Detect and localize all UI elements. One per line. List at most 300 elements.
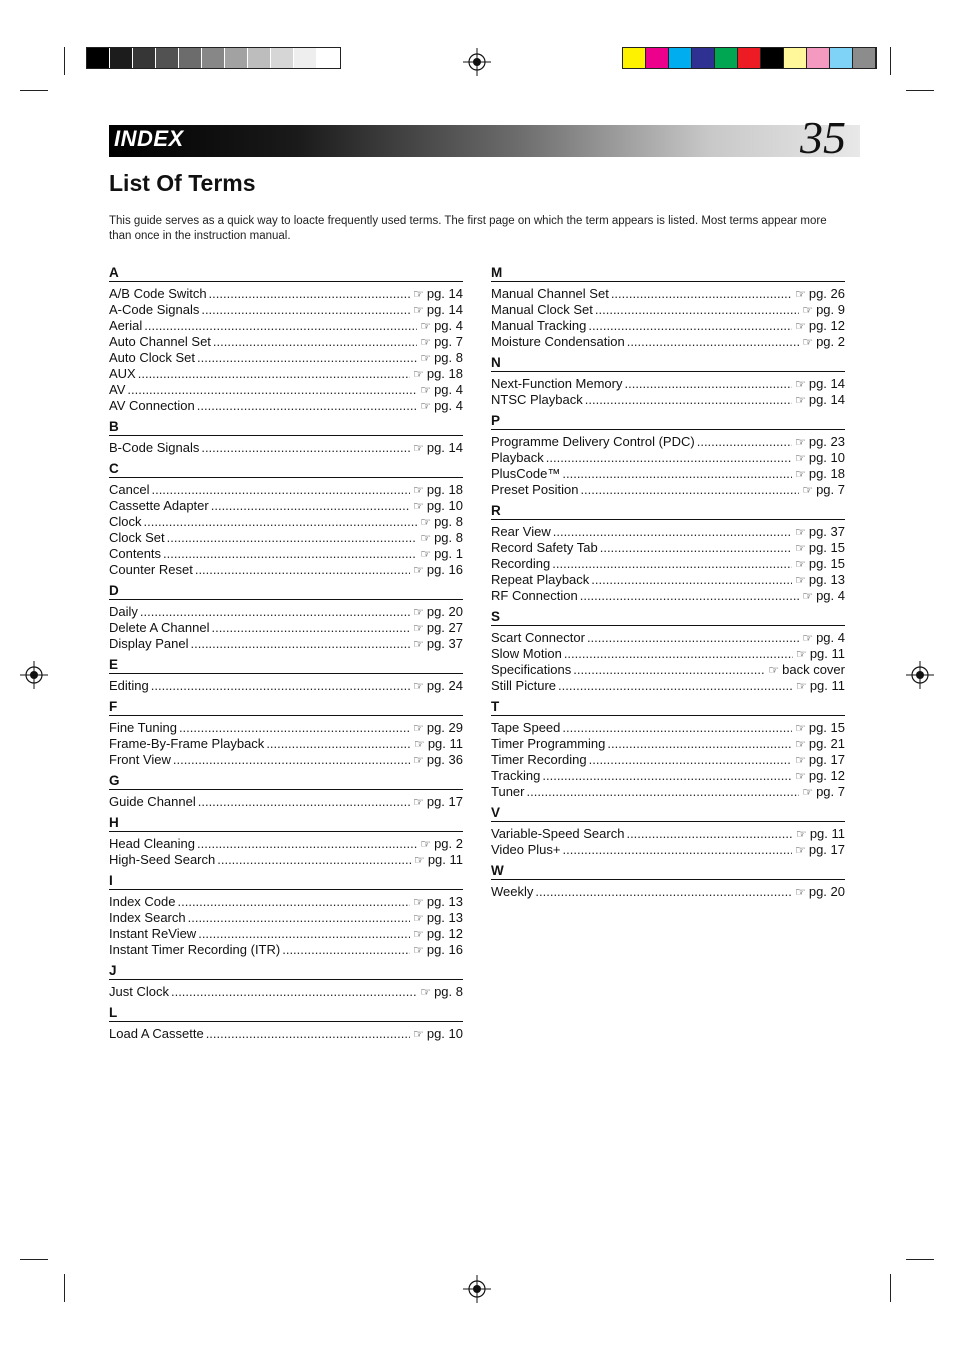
dot-leader — [127, 382, 417, 398]
section-letter: M — [491, 264, 845, 282]
index-term: Moisture Condensation — [491, 334, 625, 349]
pointing-hand-icon: ☞ — [795, 737, 806, 751]
dot-leader — [197, 350, 417, 366]
page-reference: pg. 4 — [434, 382, 463, 397]
page-reference: pg. 11 — [427, 852, 463, 867]
dot-leader — [191, 636, 411, 652]
pointing-hand-icon: ☞ — [420, 351, 432, 365]
color-swatch — [715, 48, 738, 68]
dot-leader — [144, 318, 417, 334]
index-entry — [109, 398, 463, 414]
section-letter: E — [109, 656, 463, 674]
dot-leader — [209, 286, 411, 302]
index-term: Timer Programming — [491, 736, 606, 751]
pointing-hand-icon: ☞ — [795, 451, 806, 465]
color-swatch — [784, 48, 807, 68]
index-term: Fine Tuning — [109, 720, 177, 735]
index-section-i — [109, 872, 463, 962]
page-heading: List Of Terms — [109, 170, 256, 196]
index-entry — [109, 942, 463, 958]
crop-mark — [20, 1259, 48, 1260]
gray-swatch — [133, 48, 156, 68]
index-entry — [491, 588, 845, 604]
index-section-t — [491, 698, 845, 804]
page-reference: pg. 8 — [434, 530, 463, 545]
index-entry — [109, 302, 463, 318]
dot-leader — [201, 302, 410, 318]
section-letter: F — [109, 698, 463, 716]
page-reference: pg. 13 — [808, 572, 845, 587]
pointing-hand-icon: ☞ — [795, 721, 806, 735]
dot-leader — [195, 562, 410, 578]
index-section-c — [109, 460, 463, 582]
dot-leader — [553, 524, 792, 540]
crop-mark — [64, 47, 65, 75]
dot-leader — [587, 630, 799, 646]
dot-leader — [562, 720, 792, 736]
index-term: Load A Cassette — [109, 1026, 204, 1041]
index-entry — [109, 366, 463, 382]
pointing-hand-icon: ☞ — [413, 1027, 424, 1041]
pointing-hand-icon: ☞ — [414, 737, 425, 751]
index-entry — [109, 910, 463, 926]
section-letter: A — [109, 264, 463, 282]
page-reference: pg. 20 — [426, 604, 463, 619]
dot-leader — [627, 334, 800, 350]
index-term: Manual Clock Set — [491, 302, 593, 317]
pointing-hand-icon: ☞ — [802, 303, 814, 317]
index-entry — [109, 720, 463, 736]
index-term: A-Code Signals — [109, 302, 200, 317]
pointing-hand-icon: ☞ — [802, 483, 814, 497]
dot-leader — [198, 794, 410, 810]
pointing-hand-icon: ☞ — [802, 785, 814, 799]
color-swatch — [761, 48, 784, 68]
index-entry — [491, 646, 845, 662]
crop-mark — [64, 1274, 65, 1302]
page-reference: pg. 8 — [434, 984, 463, 999]
index-entry — [109, 852, 463, 868]
gray-swatch — [271, 48, 294, 68]
dot-leader — [585, 392, 792, 408]
dot-leader — [197, 398, 418, 414]
index-term: Instant Timer Recording (ITR) — [109, 942, 281, 957]
section-letter: D — [109, 582, 463, 600]
pointing-hand-icon: ☞ — [413, 721, 424, 735]
page-reference: pg. 7 — [816, 784, 845, 799]
dot-leader — [217, 852, 411, 868]
index-entry — [109, 286, 463, 302]
index-term: AV — [109, 382, 126, 397]
pointing-hand-icon: ☞ — [795, 377, 806, 391]
index-term: Preset Position — [491, 482, 579, 497]
index-term: AV Connection — [109, 398, 195, 413]
index-section-w — [491, 862, 845, 904]
gray-swatch — [179, 48, 202, 68]
index-term: Playback — [491, 450, 544, 465]
dot-leader — [558, 678, 793, 694]
pointing-hand-icon: ☞ — [420, 837, 432, 851]
pointing-hand-icon: ☞ — [413, 287, 424, 301]
index-term: B-Code Signals — [109, 440, 200, 455]
page-reference: pg. 16 — [426, 942, 463, 957]
registration-target-icon — [463, 1275, 491, 1303]
dot-leader — [201, 440, 410, 456]
dot-leader — [178, 894, 411, 910]
index-entry — [491, 678, 845, 694]
pointing-hand-icon: ☞ — [413, 563, 424, 577]
intro-paragraph: This guide serves as a quick way to loacte frequently used terms. The first page on which the term appears is listed. Most terms appear more than once in the instruction manual. — [109, 215, 827, 242]
index-entry — [109, 636, 463, 652]
page-reference: pg. 11 — [809, 826, 845, 841]
dot-leader — [588, 318, 792, 334]
index-section-e — [109, 656, 463, 698]
pointing-hand-icon: ☞ — [413, 499, 424, 513]
index-entry — [491, 784, 845, 800]
index-entry — [109, 794, 463, 810]
index-section-r — [491, 502, 845, 608]
index-section-m — [491, 264, 845, 354]
page-reference: pg. 11 — [809, 646, 845, 661]
page-reference: pg. 9 — [816, 302, 845, 317]
page-reference: pg. 29 — [426, 720, 463, 735]
index-term: Tuner — [491, 784, 525, 799]
index-term: Video Plus+ — [491, 842, 561, 857]
index-term: Tracking — [491, 768, 541, 783]
pointing-hand-icon: ☞ — [795, 525, 806, 539]
pointing-hand-icon: ☞ — [420, 319, 432, 333]
index-entry — [491, 752, 845, 768]
index-term: Still Picture — [491, 678, 557, 693]
index-section-d — [109, 582, 463, 656]
index-entry — [491, 434, 845, 450]
dot-leader — [173, 752, 410, 768]
index-term: Clock — [109, 514, 142, 529]
page-reference: pg. 16 — [426, 562, 463, 577]
page-reference: pg. 10 — [808, 450, 845, 465]
gray-swatch — [317, 48, 340, 68]
page-reference: pg. 15 — [808, 540, 845, 555]
dot-leader — [697, 434, 792, 450]
index-section-l — [109, 1004, 463, 1046]
page-reference: pg. 17 — [808, 752, 845, 767]
pointing-hand-icon: ☞ — [413, 483, 424, 497]
index-term: RF Connection — [491, 588, 578, 603]
color-swatch — [623, 48, 646, 68]
index-entry — [109, 836, 463, 852]
page-reference: pg. 11 — [809, 678, 845, 693]
dot-leader — [624, 376, 792, 392]
page-reference: pg. 14 — [426, 302, 463, 317]
index-section-s — [491, 608, 845, 698]
page-reference: pg. 4 — [816, 588, 845, 603]
dot-leader — [600, 540, 792, 556]
pointing-hand-icon: ☞ — [795, 573, 806, 587]
dot-leader — [266, 736, 411, 752]
index-entry — [109, 440, 463, 456]
index-term: Auto Clock Set — [109, 350, 195, 365]
section-letter: B — [109, 418, 463, 436]
page-reference: pg. 36 — [426, 752, 463, 767]
section-title: INDEX — [114, 126, 184, 151]
index-term: High-Seed Search — [109, 852, 216, 867]
dot-leader — [591, 572, 792, 588]
color-swatch — [646, 48, 669, 68]
index-column-left — [109, 264, 463, 1046]
section-letter: W — [491, 862, 845, 880]
index-entry — [491, 736, 845, 752]
section-letter: H — [109, 814, 463, 832]
index-entry — [109, 546, 463, 562]
color-calibration-bar — [622, 47, 877, 69]
section-letter: J — [109, 962, 463, 980]
dot-leader — [607, 736, 792, 752]
page-reference: pg. 12 — [808, 768, 845, 783]
index-column-right — [491, 264, 845, 904]
index-term: Contents — [109, 546, 162, 561]
page-reference: pg. 15 — [808, 720, 845, 735]
index-entry — [109, 530, 463, 546]
pointing-hand-icon: ☞ — [796, 647, 807, 661]
pointing-hand-icon: ☞ — [795, 541, 806, 555]
index-term: Guide Channel — [109, 794, 196, 809]
dot-leader — [546, 450, 792, 466]
dot-leader — [151, 482, 410, 498]
page-reference: pg. 2 — [816, 334, 845, 349]
page-reference: pg. 17 — [426, 794, 463, 809]
page-reference: pg. 12 — [426, 926, 463, 941]
index-entry — [109, 620, 463, 636]
index-section-j — [109, 962, 463, 1004]
section-letter: R — [491, 502, 845, 520]
index-section-f — [109, 698, 463, 772]
index-term: Auto Channel Set — [109, 334, 211, 349]
index-entry — [491, 524, 845, 540]
index-term: Manual Channel Set — [491, 286, 609, 301]
page-reference: pg. 2 — [434, 836, 463, 851]
pointing-hand-icon: ☞ — [413, 943, 424, 957]
page-reference: pg. 18 — [426, 482, 463, 497]
dot-leader — [151, 678, 410, 694]
index-term: Index Code — [109, 894, 176, 909]
index-term: A/B Code Switch — [109, 286, 207, 301]
dot-leader — [589, 752, 792, 768]
section-letter: T — [491, 698, 845, 716]
section-letter: G — [109, 772, 463, 790]
dot-leader — [138, 366, 410, 382]
dot-leader — [552, 556, 792, 572]
index-term: Recording — [491, 556, 551, 571]
dot-leader — [573, 662, 765, 678]
pointing-hand-icon: ☞ — [795, 393, 806, 407]
page-reference: pg. 13 — [426, 894, 463, 909]
index-term: Front View — [109, 752, 171, 767]
index-term: Slow Motion — [491, 646, 562, 661]
index-term: Frame-By-Frame Playback — [109, 736, 265, 751]
pointing-hand-icon: ☞ — [413, 367, 424, 381]
index-entry — [491, 376, 845, 392]
pointing-hand-icon: ☞ — [795, 843, 806, 857]
index-entry — [109, 382, 463, 398]
crop-mark — [890, 1274, 891, 1302]
page-reference: pg. 14 — [808, 392, 845, 407]
page-reference: pg. 14 — [808, 376, 845, 391]
index-entry — [491, 884, 845, 900]
index-entry — [491, 286, 845, 302]
index-entry — [491, 572, 845, 588]
page-reference: pg. 13 — [426, 910, 463, 925]
index-term: Cancel — [109, 482, 150, 497]
dot-leader — [179, 720, 410, 736]
dot-leader — [140, 604, 410, 620]
color-swatch — [692, 48, 715, 68]
page-reference: pg. 18 — [808, 466, 845, 481]
dot-leader — [282, 942, 410, 958]
index-term: Cassette Adapter — [109, 498, 209, 513]
dot-leader — [197, 836, 417, 852]
dot-leader — [188, 910, 410, 926]
index-term: Tape Speed — [491, 720, 561, 735]
index-section-v — [491, 804, 845, 862]
pointing-hand-icon: ☞ — [795, 769, 806, 783]
dot-leader — [626, 826, 793, 842]
index-term: Editing — [109, 678, 149, 693]
pointing-hand-icon: ☞ — [413, 605, 424, 619]
crop-mark — [906, 1259, 934, 1260]
pointing-hand-icon: ☞ — [413, 911, 424, 925]
index-term: PlusCode™ — [491, 466, 561, 481]
pointing-hand-icon: ☞ — [413, 679, 424, 693]
pointing-hand-icon: ☞ — [420, 531, 432, 545]
page-reference: pg. 10 — [426, 498, 463, 513]
index-entry — [491, 466, 845, 482]
color-swatch — [830, 48, 853, 68]
index-entry — [109, 350, 463, 366]
header-band — [109, 125, 860, 157]
section-letter: L — [109, 1004, 463, 1022]
index-term: Variable-Speed Search — [491, 826, 625, 841]
dot-leader — [580, 588, 800, 604]
gray-swatch — [110, 48, 133, 68]
page-reference: pg. 14 — [426, 440, 463, 455]
dot-leader — [535, 884, 792, 900]
gray-swatch — [87, 48, 110, 68]
page-reference: pg. 10 — [426, 1026, 463, 1041]
page-reference: pg. 8 — [434, 350, 463, 365]
pointing-hand-icon: ☞ — [413, 795, 424, 809]
dot-leader — [563, 842, 793, 858]
index-term: Instant ReView — [109, 926, 197, 941]
page-reference: pg. 23 — [808, 434, 845, 449]
index-entry — [109, 752, 463, 768]
pointing-hand-icon: ☞ — [413, 753, 424, 767]
page-reference: pg. 1 — [434, 546, 463, 561]
dot-leader — [206, 1026, 410, 1042]
pointing-hand-icon: ☞ — [768, 663, 780, 677]
pointing-hand-icon: ☞ — [795, 557, 806, 571]
dot-leader — [198, 926, 410, 942]
pointing-hand-icon: ☞ — [420, 515, 432, 529]
index-entry — [491, 482, 845, 498]
index-term: Clock Set — [109, 530, 165, 545]
index-entry — [491, 768, 845, 784]
index-entry — [491, 662, 845, 678]
index-term: Display Panel — [109, 636, 189, 651]
color-swatch — [738, 48, 761, 68]
dot-leader — [163, 546, 417, 562]
dot-leader — [542, 768, 792, 784]
index-term: Counter Reset — [109, 562, 193, 577]
index-entry — [109, 604, 463, 620]
dot-leader — [211, 620, 410, 636]
index-entry — [491, 540, 845, 556]
index-entry — [109, 1026, 463, 1042]
index-term: NTSC Playback — [491, 392, 583, 407]
index-term: Daily — [109, 604, 138, 619]
page-reference: pg. 7 — [434, 334, 463, 349]
index-term: Specifications — [491, 662, 572, 677]
dot-leader — [211, 498, 410, 514]
crop-mark — [906, 90, 934, 91]
index-term: Delete A Channel — [109, 620, 210, 635]
index-section-a — [109, 264, 463, 418]
index-term: AUX — [109, 366, 136, 381]
pointing-hand-icon: ☞ — [413, 303, 424, 317]
page-reference: pg. 4 — [434, 318, 463, 333]
index-term: Record Safety Tab — [491, 540, 598, 555]
section-letter: V — [491, 804, 845, 822]
index-entry — [491, 842, 845, 858]
page-reference: pg. 8 — [434, 514, 463, 529]
index-term: Timer Recording — [491, 752, 587, 767]
pointing-hand-icon: ☞ — [795, 467, 806, 481]
gray-swatch — [225, 48, 248, 68]
index-section-p — [491, 412, 845, 502]
index-term: Repeat Playback — [491, 572, 590, 587]
dot-leader — [213, 334, 417, 350]
index-term: Next-Function Memory — [491, 376, 623, 391]
page-reference: pg. 17 — [808, 842, 845, 857]
crop-mark — [20, 90, 48, 91]
page-reference: pg. 26 — [808, 286, 845, 301]
pointing-hand-icon: ☞ — [802, 589, 814, 603]
index-term: Aerial — [109, 318, 143, 333]
index-entry — [491, 826, 845, 842]
index-entry — [109, 482, 463, 498]
index-entry — [491, 720, 845, 736]
pointing-hand-icon: ☞ — [802, 631, 814, 645]
section-letter: S — [491, 608, 845, 626]
page-reference: back cover — [782, 662, 845, 677]
dot-leader — [526, 784, 799, 800]
index-entry — [491, 302, 845, 318]
dot-leader — [144, 514, 418, 530]
index-term: Index Search — [109, 910, 186, 925]
pointing-hand-icon: ☞ — [795, 287, 806, 301]
crop-mark — [890, 47, 891, 75]
index-term: Rear View — [491, 524, 551, 539]
grayscale-calibration-bar — [86, 47, 341, 69]
page-reference: pg. 20 — [808, 884, 845, 899]
page-reference: pg. 21 — [808, 736, 845, 751]
pointing-hand-icon: ☞ — [413, 621, 424, 635]
gray-swatch — [202, 48, 225, 68]
pointing-hand-icon: ☞ — [420, 383, 432, 397]
gray-swatch — [156, 48, 179, 68]
page-reference: pg. 37 — [808, 524, 845, 539]
dot-leader — [611, 286, 792, 302]
pointing-hand-icon: ☞ — [802, 335, 814, 349]
